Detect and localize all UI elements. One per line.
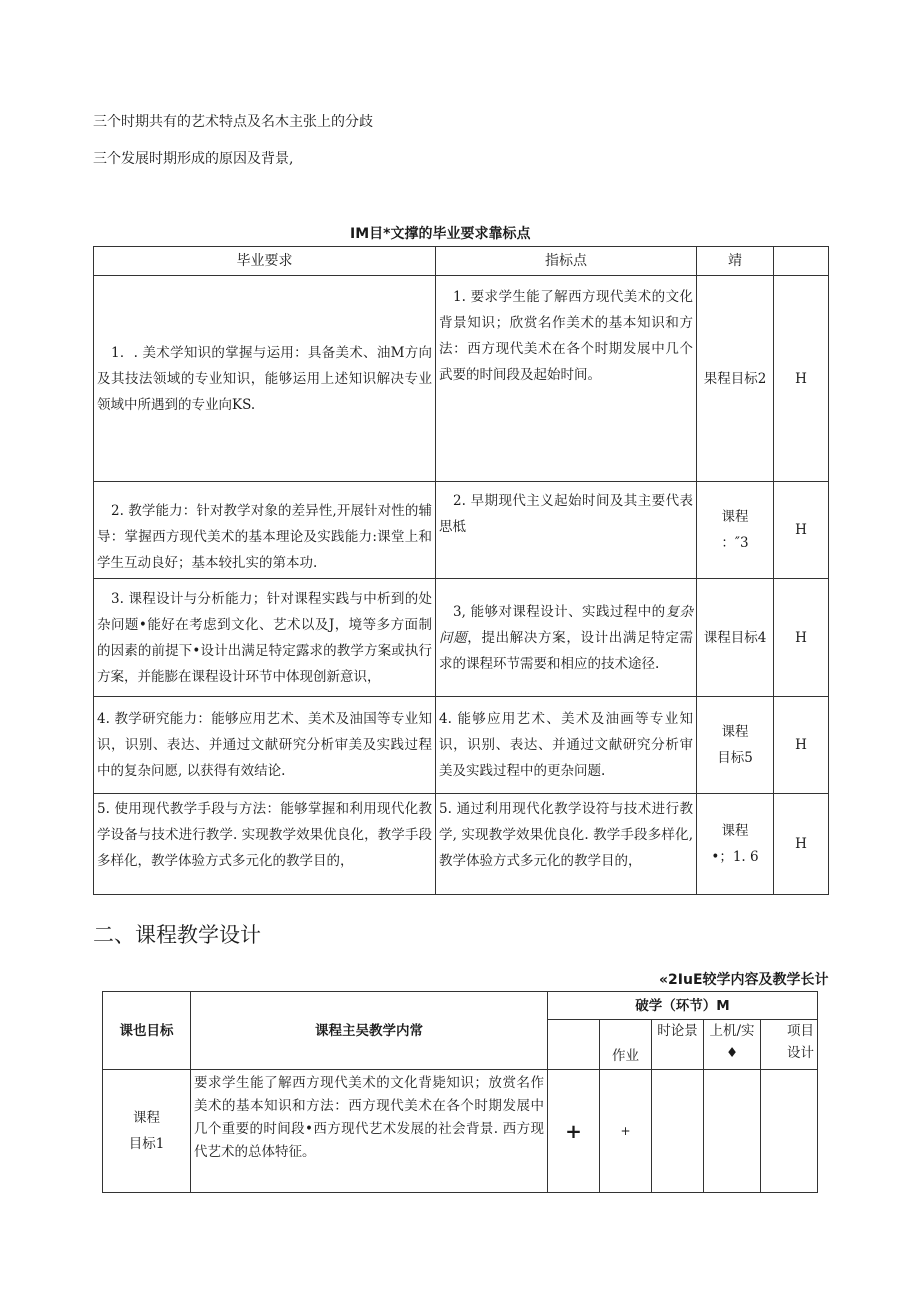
indicator-cell: 4. 能够应用艺术、美术及油画等专业知识，识别、表达、并通过文献研究分析审美及实践过程中的更杂问题. — [436, 697, 697, 794]
table2-caption: «2IuE较学内容及教学长计 — [659, 972, 829, 988]
goal-line-1: 课程 — [133, 1110, 160, 1126]
table-row — [94, 697, 829, 794]
text-line-1: 三个时期共有的艺术特点及名木主张上的分歧 — [93, 114, 373, 130]
mark-cell-discussion — [652, 1070, 704, 1193]
course-goal-cell — [103, 1070, 191, 1193]
table1-caption: IM目*文撑的毕业要求靠标点 — [350, 226, 531, 242]
requirement-cell: 4. 教学研究能力：能够应用艺术、美术及油国等专业知识，识别、表达、并通过文献研究分析审美及实践过程中的复杂问愿, 以获得有效结论. — [94, 697, 436, 794]
goal-cell — [697, 794, 774, 895]
mark-cell-homework: + — [600, 1070, 652, 1193]
goal-line-1: 课程 — [721, 724, 749, 740]
indicator-cell: 5. 通过利用现代化教学设符与技术进行教学, 实现教学效果优良化. 教学手段多样化, 教学体验方式多元化的教学目的， — [436, 794, 697, 895]
requirement-cell: 3. 课程设计与分析能力；针对课程实践与中析到的处杂问题•能好在考虑到文化、艺术以及J，境等多方面制的因素的前提下•设计出满足特定露求的教学方案或执行方案，并能膨在课程设计环节中体现创新意识， — [94, 579, 436, 697]
goal-line-2: 目标5 — [717, 750, 753, 766]
goal-line-2: 目标1 — [128, 1136, 165, 1152]
header-course-goal: 课也目标 — [103, 992, 191, 1070]
indicator-cell: 1. 要求学生能了解西方现代美术的文化背景知识；欣赏名作美术的基本知识和方法：西方现代美术在各个时期发展中几个武要的时间段及起始时间。 — [436, 276, 697, 482]
table-row — [94, 794, 829, 895]
level-cell: H — [774, 794, 829, 895]
table-row — [94, 482, 829, 579]
table-row — [103, 1070, 818, 1193]
indicator-text-italic: 复杂问题 — [439, 603, 694, 646]
requirement-cell: 2. 教学能力：针对教学对象的差异性,开展针对性的辅导：掌握西方现代美术的基本理论及实践能力:课堂上和学生互动良好；基本较扎实的第本功. — [94, 482, 436, 579]
goal-cell: 果程目标2 — [697, 276, 774, 482]
mark-cell-project — [761, 1070, 818, 1193]
mark-cell-lab — [704, 1070, 761, 1193]
table2-header-row — [103, 992, 818, 1020]
goal-line-1: 课程 — [721, 509, 749, 525]
goal-cell — [697, 482, 774, 579]
subheader-lab: 上机/实 ♦ — [704, 1020, 761, 1070]
level-cell: H — [774, 697, 829, 794]
goal-line-2: •；1. 6 — [711, 849, 759, 865]
graduation-requirements-table — [93, 246, 829, 895]
subheader-lecture — [548, 1020, 600, 1070]
level-cell: H — [774, 482, 829, 579]
level-cell: H — [774, 276, 829, 482]
goal-cell — [697, 697, 774, 794]
header-requirement: 毕业要求 — [94, 247, 436, 276]
goal-line-2: ：″3 — [721, 535, 749, 551]
text-line-2: 三个发展时期形成的原因及背景, — [93, 151, 294, 167]
header-level — [774, 247, 829, 276]
indicator-text-a: 3, 能够对课程设计、实践过程中的 — [453, 603, 666, 620]
requirement-cell: 5. 使用现代教学手段与方法：能够掌握和利用现代化教学设备与技术进行教学. 实现教学效果优良化，教学手段多样化，教学体验方式多元化的教学目的， — [94, 794, 436, 895]
requirement-cell: 1．. 美术学知识的掌握与运用：具备美术、油M方向及其技法领域的专业知识，能够运用上述知识解决专业领域中所遇到的专业向KS. — [94, 276, 436, 482]
subheader-homework: 作业 — [600, 1020, 652, 1070]
indicator-cell — [436, 579, 697, 697]
header-goal: 靖 — [697, 247, 774, 276]
goal-cell: 课程目标4 — [697, 579, 774, 697]
content-cell: 要求学生能了解西方现代美术的文化背毙知识；放赏名作美术的基本知识和方法：西方现代美术在各个时期发展中几个重要的时间段•西方现代艺术发展的社会背景. 西方现代艺术的总体特征。 — [191, 1070, 548, 1193]
header-indicator: 指标点 — [436, 247, 697, 276]
teaching-design-table — [102, 991, 818, 1193]
level-cell: H — [774, 579, 829, 697]
header-content: 课程主吴教学内常 — [191, 992, 548, 1070]
header-teaching-method: 破学（环节）M — [548, 992, 818, 1020]
subheader-discussion: 时论景 — [652, 1020, 704, 1070]
section-title: 二、课程教学设计 — [93, 923, 261, 947]
subheader-project: 项目 设计 — [761, 1020, 818, 1070]
mark-cell-lecture: + — [548, 1070, 600, 1193]
table1-header-row — [94, 247, 829, 276]
table-row — [94, 276, 829, 482]
table-row — [94, 579, 829, 697]
indicator-text-b: ，提出解决方案，设计出满足特定需求的课程环节需要和相应的技术途径. — [439, 629, 694, 672]
goal-line-1: 课程 — [721, 823, 749, 839]
indicator-cell: 2. 早期现代主义起始时间及其主要代表思柢 — [436, 482, 697, 579]
